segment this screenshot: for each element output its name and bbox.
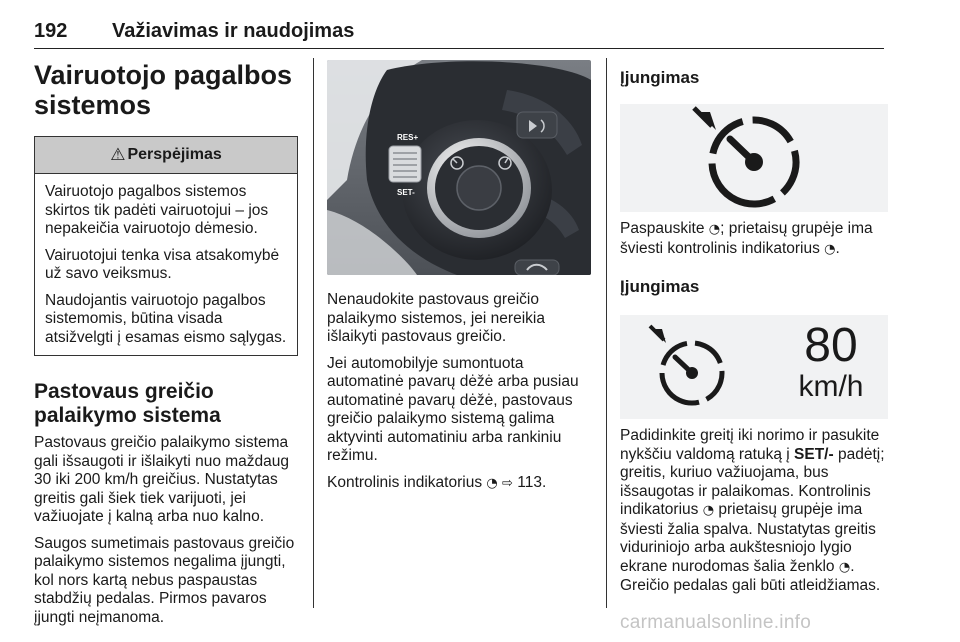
body-paragraph: Nenaudokite pastovaus greičio palaikymo sistemos, jei nereikia išlaikyti pastovaus greičio. (327, 291, 545, 345)
body-paragraph: Paspauskite ◔; prietaisų grupėje ima šviesti kontrolinis indikatorius ◔. (620, 220, 873, 257)
page-reference: Kontrolinis indikatorius ◔ ⇨ 113. (327, 473, 547, 491)
warning-triangle-icon: ⚠ (110, 145, 126, 164)
cruise-control-symbol-panel (620, 104, 888, 212)
body-paragraph: Pastovaus greičio palaikymo sistema gali išsaugoti ir išlaikyti nuo maždaug 30 iki 200 km/h greičius. Nustatytas greitis gali šiek tiek varijuoti, jei važiuojate į kalną arba nuo kalno. (34, 434, 290, 525)
cruise-control-icon: ◔ (486, 475, 498, 491)
warning-paragraph: Naudojantis vairuotojo pagalbos sistemomis, būtina visada atsižvelgti į esamas eismo sąlygas. (45, 291, 287, 346)
warning-paragraph: Vairuotojui tenka visa atsakomybė už savo veiksmus. (45, 246, 280, 282)
cruise-control-icon: ◔ (708, 222, 721, 237)
warning-box (34, 136, 298, 356)
activation-title: Įjungimas (620, 68, 700, 87)
column-left (34, 60, 299, 635)
warning-label: Perspėjimas (127, 146, 222, 163)
subsection-title: Pastovaus greičio palaikymo sistema (34, 380, 221, 427)
section-title: Vairuotojo pagalbos sistemos (34, 60, 293, 120)
res-plus-label: RES+ (397, 133, 419, 142)
steering-wheel-controls-illustration (327, 60, 591, 275)
watermark: carmanualsonline.info (620, 612, 812, 633)
cruise-control-icon (620, 104, 888, 212)
page-header (34, 18, 884, 49)
page-number: 192 (34, 20, 68, 42)
activation-title: Įjungimas (620, 277, 700, 296)
column-divider (606, 58, 607, 608)
set-minus-position: SET/- (794, 445, 834, 463)
set-speed-display-panel (620, 315, 888, 419)
set-speed-value: 80 (804, 319, 858, 372)
cruise-control-icon: ◔ (838, 559, 851, 575)
warning-paragraph: Vairuotojo pagalbos sistemos skirtos tik padėti vairuotojui – jos nepakeičia vairuotojo dėmesio. (45, 183, 269, 237)
body-paragraph: Padidinkite greitį iki norimo ir pasukite nykščiu valdomą ratuką į SET/- padėtį; greitis, kuriuo važiuojama, bus išsaugotas ir palaikomas. Kontrolinis indikatorius ◔ prietaisų grupėje ima šviesti žalia spalva. Nustatytas greitis viduriniojo arba aukštesniojo lygio ekrane nurodomas šalia ženklo ◔. Greičio pedalas gali būti atleidžiamas. (620, 427, 885, 594)
column-middle (327, 60, 592, 501)
column-right (620, 60, 888, 604)
steering-wheel-controls-photo (327, 60, 591, 275)
page-ref-arrow-icon: ⇨ (502, 475, 513, 491)
column-divider (313, 58, 314, 608)
cruise-control-icon: ◔ (824, 241, 836, 257)
set-minus-label: SET- (397, 188, 415, 197)
cruise-control-icon: ◔ (702, 503, 715, 518)
body-paragraph: Saugos sumetimais pastovaus greičio palaikymo sistemos negalima įjungti, kol nors kartą nebus paspaustas stabdžių pedalas. Pirmos pavaros įjungti neįmanoma. (34, 534, 295, 626)
body-paragraph: Jei automobilyje sumontuota automatinė pavarų dėžė arba pusiau automatinė pavarų dėžė, pastovaus greičio palaikymo sistemą galima aktyvinti automatiniu arba rankiniu režimu. (327, 354, 579, 464)
warning-body (35, 174, 297, 355)
chapter-title: Važiavimas ir naudojimas (112, 20, 355, 42)
warning-header (35, 137, 297, 174)
set-speed-unit: km/h (798, 370, 864, 403)
